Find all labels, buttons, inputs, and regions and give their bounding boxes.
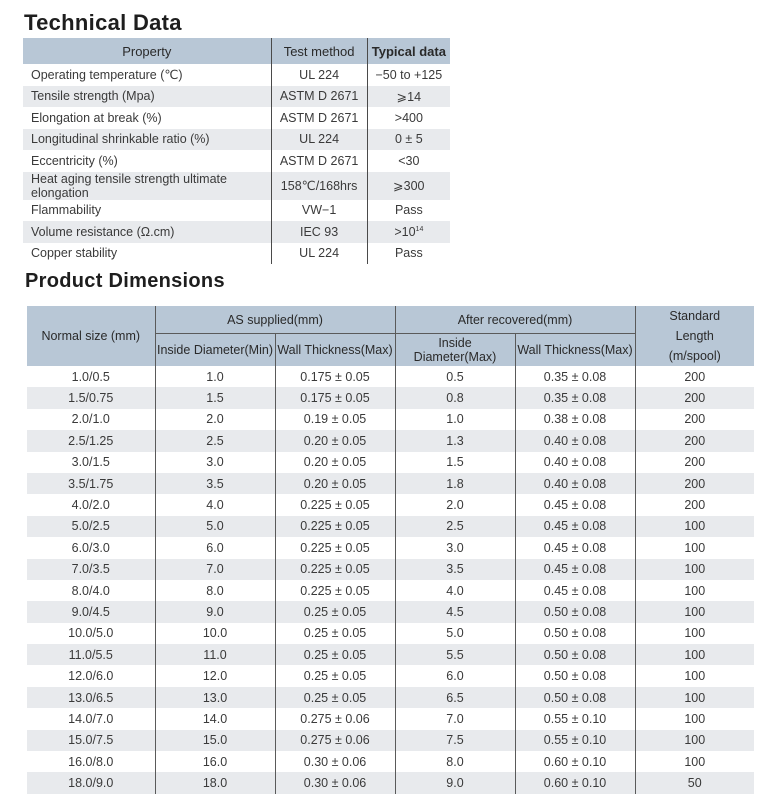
test-method-cell <box>271 64 367 86</box>
property-cell <box>23 129 271 151</box>
normal-size-cell: 14.0/7.0 <box>68 711 114 726</box>
dimensions-row <box>27 516 754 537</box>
wall-thickness-recovered-cell: 0.38 ± 0.08 <box>515 409 635 430</box>
wall-thickness-recovered-cell: 0.45 ± 0.08 <box>515 559 635 580</box>
test-method-cell-text: ASTM D 2671 <box>279 153 359 168</box>
typical-data-cell-text: ⩾300 <box>393 179 425 193</box>
standard-length-cell: 100 <box>635 730 754 751</box>
wall-thickness-supplied-cell: 0.225 ± 0.05 <box>275 494 395 515</box>
typical-data-cell <box>367 129 450 151</box>
wall-thickness-recovered-cell: 0.60 ± 0.10 <box>515 751 635 772</box>
property-cell-text: Tensile strength (Mpa) <box>31 89 155 104</box>
wall-thickness-supplied-cell: 0.25 ± 0.05 <box>275 665 395 686</box>
header-property: Property <box>23 38 271 64</box>
header-normal-size: Normal size (mm) <box>27 306 155 366</box>
standard-length-cell: 100 <box>635 751 754 772</box>
test-method-cell-text: VW−1 <box>301 203 337 218</box>
wall-thickness-recovered-cell: 0.45 ± 0.08 <box>515 516 635 537</box>
technical-data-row <box>23 172 450 200</box>
test-method-cell <box>271 150 367 172</box>
inside-diameter-min-cell: 12.0 <box>155 665 275 686</box>
wall-thickness-recovered-cell: 0.40 ± 0.08 <box>515 452 635 473</box>
wall-thickness-recovered-cell: 0.50 ± 0.08 <box>515 687 635 708</box>
normal-size-cell: 7.0/3.5 <box>27 559 155 580</box>
wall-thickness-recovered-cell: 0.35 ± 0.08 <box>515 387 635 408</box>
inside-diameter-max-cell: 4.0 <box>395 580 515 601</box>
inside-diameter-max-cell: 2.5 <box>395 516 515 537</box>
header-test-method: Test method <box>271 38 367 64</box>
normal-size-cell: 1.0/0.5 <box>71 369 110 384</box>
inside-diameter-max-cell: 6.5 <box>395 687 515 708</box>
dimensions-row <box>27 452 754 473</box>
inside-diameter-max-cell: 2.0 <box>395 494 515 515</box>
property-cell <box>23 172 271 200</box>
property-cell <box>23 64 271 86</box>
dimensions-row <box>27 387 754 408</box>
dimensions-row <box>27 665 754 686</box>
inside-diameter-min-cell: 3.0 <box>155 452 275 473</box>
inside-diameter-min-cell: 2.0 <box>155 409 275 430</box>
normal-size-cell: 3.0/1.5 <box>71 455 110 470</box>
standard-length-cell: 200 <box>635 452 754 473</box>
header-typical-data: Typical data <box>367 38 450 64</box>
typical-data-cell-text: <30 <box>398 153 420 168</box>
standard-length-cell: 100 <box>635 687 754 708</box>
product-dimensions-title: Product Dimensions <box>25 270 225 292</box>
test-method-cell-text: ASTM D 2671 <box>279 110 359 125</box>
inside-diameter-min-cell: 10.0 <box>155 623 275 644</box>
typical-data-cell-text: 0 ± 5 <box>394 132 423 147</box>
inside-diameter-min-cell: 16.0 <box>155 751 275 772</box>
wall-thickness-supplied-cell: 0.225 ± 0.05 <box>275 580 395 601</box>
typical-data-cell <box>367 86 450 108</box>
normal-size-cell: 2.0/1.0 <box>71 412 110 427</box>
inside-diameter-min-cell: 6.0 <box>155 537 275 558</box>
technical-data-row <box>23 86 450 108</box>
test-method-cell <box>271 221 367 243</box>
inside-diameter-min-cell: 8.0 <box>155 580 275 601</box>
test-method-cell-text: UL 224 <box>299 67 340 82</box>
wall-thickness-supplied-cell: 0.25 ± 0.05 <box>275 623 395 644</box>
normal-size-cell: 1.5/0.75 <box>27 387 155 408</box>
dimensions-row <box>27 366 754 387</box>
standard-length-cell: 100 <box>635 644 754 665</box>
typical-data-cell-text: ⩾14 <box>396 89 422 104</box>
inside-diameter-min-cell: 1.5 <box>155 387 275 408</box>
test-method-cell <box>271 200 367 222</box>
header-wall-thickness-max-supplied: Wall Thickness(Max) <box>275 334 395 366</box>
typical-data-cell <box>367 64 450 86</box>
test-method-cell-text: UL 224 <box>299 132 340 147</box>
technical-data-row <box>23 107 450 129</box>
technical-data-row <box>23 200 450 222</box>
technical-data-row <box>23 150 450 172</box>
technical-data-title: Technical Data <box>24 10 182 35</box>
wall-thickness-supplied-cell: 0.25 ± 0.05 <box>275 601 395 622</box>
wall-thickness-supplied-cell: 0.20 ± 0.05 <box>275 452 395 473</box>
property-cell-text: Operating temperature (℃) <box>31 68 183 83</box>
inside-diameter-min-cell: 13.0 <box>155 687 275 708</box>
wall-thickness-recovered-cell: 0.50 ± 0.08 <box>515 623 635 644</box>
normal-size-cell: 6.0/3.0 <box>71 540 110 555</box>
wall-thickness-supplied-cell: 0.175 ± 0.05 <box>275 366 395 387</box>
wall-thickness-supplied-cell: 0.225 ± 0.05 <box>275 537 395 558</box>
inside-diameter-min-cell: 2.5 <box>155 430 275 451</box>
header-inside-diameter-max: Inside Diameter(Max) <box>395 334 515 366</box>
inside-diameter-min-cell: 3.5 <box>155 473 275 494</box>
dimensions-row <box>27 559 754 580</box>
inside-diameter-max-cell: 1.0 <box>395 409 515 430</box>
property-cell <box>23 86 271 108</box>
technical-data-row <box>23 64 450 86</box>
test-method-cell <box>271 172 367 200</box>
standard-length-cell: 100 <box>635 665 754 686</box>
wall-thickness-recovered-cell: 0.35 ± 0.08 <box>515 366 635 387</box>
product-dimensions-body <box>27 366 754 794</box>
wall-thickness-recovered-cell: 0.50 ± 0.08 <box>515 644 635 665</box>
wall-thickness-supplied-cell: 0.25 ± 0.05 <box>275 687 395 708</box>
inside-diameter-max-cell: 6.0 <box>395 665 515 686</box>
typical-data-cell-text: −50 to +125 <box>375 67 443 82</box>
normal-size-cell: 12.0/6.0 <box>68 669 114 684</box>
inside-diameter-max-cell: 3.0 <box>395 537 515 558</box>
wall-thickness-supplied-cell: 0.30 ± 0.06 <box>275 751 395 772</box>
header-standard-length: Standard Length (m/spool) <box>635 306 754 366</box>
inside-diameter-max-cell: 1.8 <box>395 473 515 494</box>
inside-diameter-min-cell: 9.0 <box>155 601 275 622</box>
inside-diameter-max-cell: 5.0 <box>395 623 515 644</box>
standard-length-cell: 200 <box>635 409 754 430</box>
dimensions-header-row-1 <box>27 306 754 334</box>
normal-size-cell: 18.0/9.0 <box>27 772 155 793</box>
test-method-cell-text: ASTM D 2671 <box>279 89 359 104</box>
technical-data-header-row <box>23 38 450 64</box>
dimensions-row <box>27 409 754 430</box>
property-cell-text: Eccentricity (%) <box>31 153 118 168</box>
dimensions-row <box>27 537 754 558</box>
wall-thickness-recovered-cell: 0.40 ± 0.08 <box>515 430 635 451</box>
standard-length-cell: 200 <box>635 366 754 387</box>
normal-size-cell: 10.0/5.0 <box>68 626 114 641</box>
standard-length-cell: 100 <box>635 559 754 580</box>
standard-length-cell: 200 <box>635 494 754 515</box>
dimensions-row <box>27 730 754 751</box>
typical-data-cell-text: Pass <box>394 246 423 261</box>
inside-diameter-max-cell: 1.3 <box>395 430 515 451</box>
dimensions-row <box>27 494 754 515</box>
typical-data-cell <box>367 172 450 200</box>
normal-size-cell: 9.0/4.5 <box>27 601 155 622</box>
wall-thickness-recovered-cell: 0.45 ± 0.08 <box>515 537 635 558</box>
wall-thickness-recovered-cell: 0.50 ± 0.08 <box>515 665 635 686</box>
inside-diameter-min-cell: 7.0 <box>155 559 275 580</box>
inside-diameter-max-cell: 7.5 <box>395 730 515 751</box>
inside-diameter-max-cell: 7.0 <box>395 708 515 729</box>
inside-diameter-max-cell: 3.5 <box>395 559 515 580</box>
inside-diameter-min-cell: 4.0 <box>155 494 275 515</box>
dimensions-row <box>27 580 754 601</box>
inside-diameter-min-cell: 14.0 <box>155 708 275 729</box>
technical-data-table <box>23 38 450 264</box>
inside-diameter-max-cell: 0.8 <box>395 387 515 408</box>
wall-thickness-supplied-cell: 0.30 ± 0.06 <box>275 772 395 793</box>
standard-length-cell: 100 <box>635 623 754 644</box>
property-cell-text: Heat aging tensile strength ultimate elongation <box>31 171 227 200</box>
property-cell-text: Flammability <box>31 203 102 218</box>
technical-data-row <box>23 243 450 265</box>
inside-diameter-min-cell: 5.0 <box>155 516 275 537</box>
standard-length-cell: 200 <box>635 473 754 494</box>
inside-diameter-min-cell: 11.0 <box>155 644 275 665</box>
wall-thickness-supplied-cell: 0.225 ± 0.05 <box>275 516 395 537</box>
wall-thickness-supplied-cell: 0.225 ± 0.05 <box>275 559 395 580</box>
wall-thickness-recovered-cell: 0.45 ± 0.08 <box>515 580 635 601</box>
standard-length-cell: 50 <box>635 772 754 793</box>
test-method-cell-text: IEC 93 <box>299 224 339 239</box>
typical-data-cell-text: >10 <box>394 224 416 239</box>
header-wall-thickness-max-recovered: Wall Thickness(Max) <box>515 334 635 366</box>
product-dimensions-table <box>27 306 754 794</box>
inside-diameter-max-cell: 4.5 <box>395 601 515 622</box>
normal-size-cell: 2.5/1.25 <box>27 430 155 451</box>
test-method-cell-text: 158℃/168hrs <box>280 179 358 193</box>
wall-thickness-recovered-cell: 0.55 ± 0.10 <box>515 730 635 751</box>
header-inside-diameter-min: Inside Diameter(Min) <box>155 334 275 366</box>
inside-diameter-max-cell: 1.5 <box>395 452 515 473</box>
dimensions-row <box>27 687 754 708</box>
normal-size-cell: 16.0/8.0 <box>68 754 114 769</box>
typical-data-cell <box>367 243 450 265</box>
normal-size-cell: 5.0/2.5 <box>27 516 155 537</box>
wall-thickness-recovered-cell: 0.60 ± 0.10 <box>515 772 635 793</box>
property-cell <box>23 221 271 243</box>
normal-size-cell: 13.0/6.5 <box>27 687 155 708</box>
test-method-cell-text: UL 224 <box>299 246 340 261</box>
wall-thickness-recovered-cell: 0.40 ± 0.08 <box>515 473 635 494</box>
inside-diameter-min-cell: 15.0 <box>155 730 275 751</box>
typical-data-cell-text: >400 <box>394 110 423 125</box>
test-method-cell <box>271 86 367 108</box>
inside-diameter-max-cell: 9.0 <box>395 772 515 793</box>
wall-thickness-supplied-cell: 0.20 ± 0.05 <box>275 430 395 451</box>
wall-thickness-supplied-cell: 0.19 ± 0.05 <box>275 409 395 430</box>
normal-size-cell: 15.0/7.5 <box>27 730 155 751</box>
dimensions-row <box>27 751 754 772</box>
property-cell-text: Copper stability <box>31 246 118 261</box>
property-cell-text: Volume resistance (Ω.cm) <box>31 224 175 239</box>
standard-length-cell: 200 <box>635 430 754 451</box>
typical-data-cell <box>367 200 450 222</box>
test-method-cell <box>271 243 367 265</box>
wall-thickness-recovered-cell: 0.45 ± 0.08 <box>515 494 635 515</box>
wall-thickness-recovered-cell: 0.55 ± 0.10 <box>515 708 635 729</box>
technical-data-row <box>23 221 450 243</box>
normal-size-cell: 11.0/5.5 <box>27 644 155 665</box>
dimensions-row <box>27 772 754 793</box>
dimensions-row <box>27 644 754 665</box>
standard-length-cell: 100 <box>635 537 754 558</box>
dimensions-row <box>27 473 754 494</box>
wall-thickness-supplied-cell: 0.25 ± 0.05 <box>275 644 395 665</box>
property-cell <box>23 243 271 265</box>
standard-length-cell: 200 <box>635 387 754 408</box>
inside-diameter-max-cell: 8.0 <box>395 751 515 772</box>
dimensions-row <box>27 708 754 729</box>
wall-thickness-supplied-cell: 0.20 ± 0.05 <box>275 473 395 494</box>
technical-data-body <box>23 64 450 264</box>
typical-data-cell <box>367 107 450 129</box>
wall-thickness-recovered-cell: 0.50 ± 0.08 <box>515 601 635 622</box>
technical-data-row <box>23 129 450 151</box>
property-cell <box>23 150 271 172</box>
wall-thickness-supplied-cell: 0.175 ± 0.05 <box>275 387 395 408</box>
header-as-supplied: AS supplied(mm) <box>155 306 395 334</box>
normal-size-cell: 3.5/1.75 <box>27 473 155 494</box>
dimensions-row <box>27 430 754 451</box>
test-method-cell <box>271 129 367 151</box>
typical-data-cell <box>367 221 450 243</box>
standard-length-cell: 100 <box>635 601 754 622</box>
property-cell-text: Longitudinal shrinkable ratio (%) <box>31 132 210 147</box>
property-cell-text: Elongation at break (%) <box>31 110 162 125</box>
inside-diameter-max-cell: 5.5 <box>395 644 515 665</box>
wall-thickness-supplied-cell: 0.275 ± 0.06 <box>275 708 395 729</box>
wall-thickness-supplied-cell: 0.275 ± 0.06 <box>275 730 395 751</box>
typical-data-cell <box>367 150 450 172</box>
dimensions-row <box>27 623 754 644</box>
standard-length-cell: 100 <box>635 516 754 537</box>
standard-length-cell: 100 <box>635 708 754 729</box>
standard-length-cell: 100 <box>635 580 754 601</box>
inside-diameter-min-cell: 1.0 <box>155 366 275 387</box>
inside-diameter-max-cell: 0.5 <box>395 366 515 387</box>
normal-size-cell: 8.0/4.0 <box>71 583 110 598</box>
property-cell <box>23 107 271 129</box>
dimensions-row <box>27 601 754 622</box>
inside-diameter-min-cell: 18.0 <box>155 772 275 793</box>
test-method-cell <box>271 107 367 129</box>
typical-data-cell-text: Pass <box>394 203 423 218</box>
exponent-text: 14 <box>415 225 424 233</box>
header-after-recovered: After recovered(mm) <box>395 306 635 334</box>
normal-size-cell: 4.0/2.0 <box>71 498 110 513</box>
property-cell <box>23 200 271 222</box>
